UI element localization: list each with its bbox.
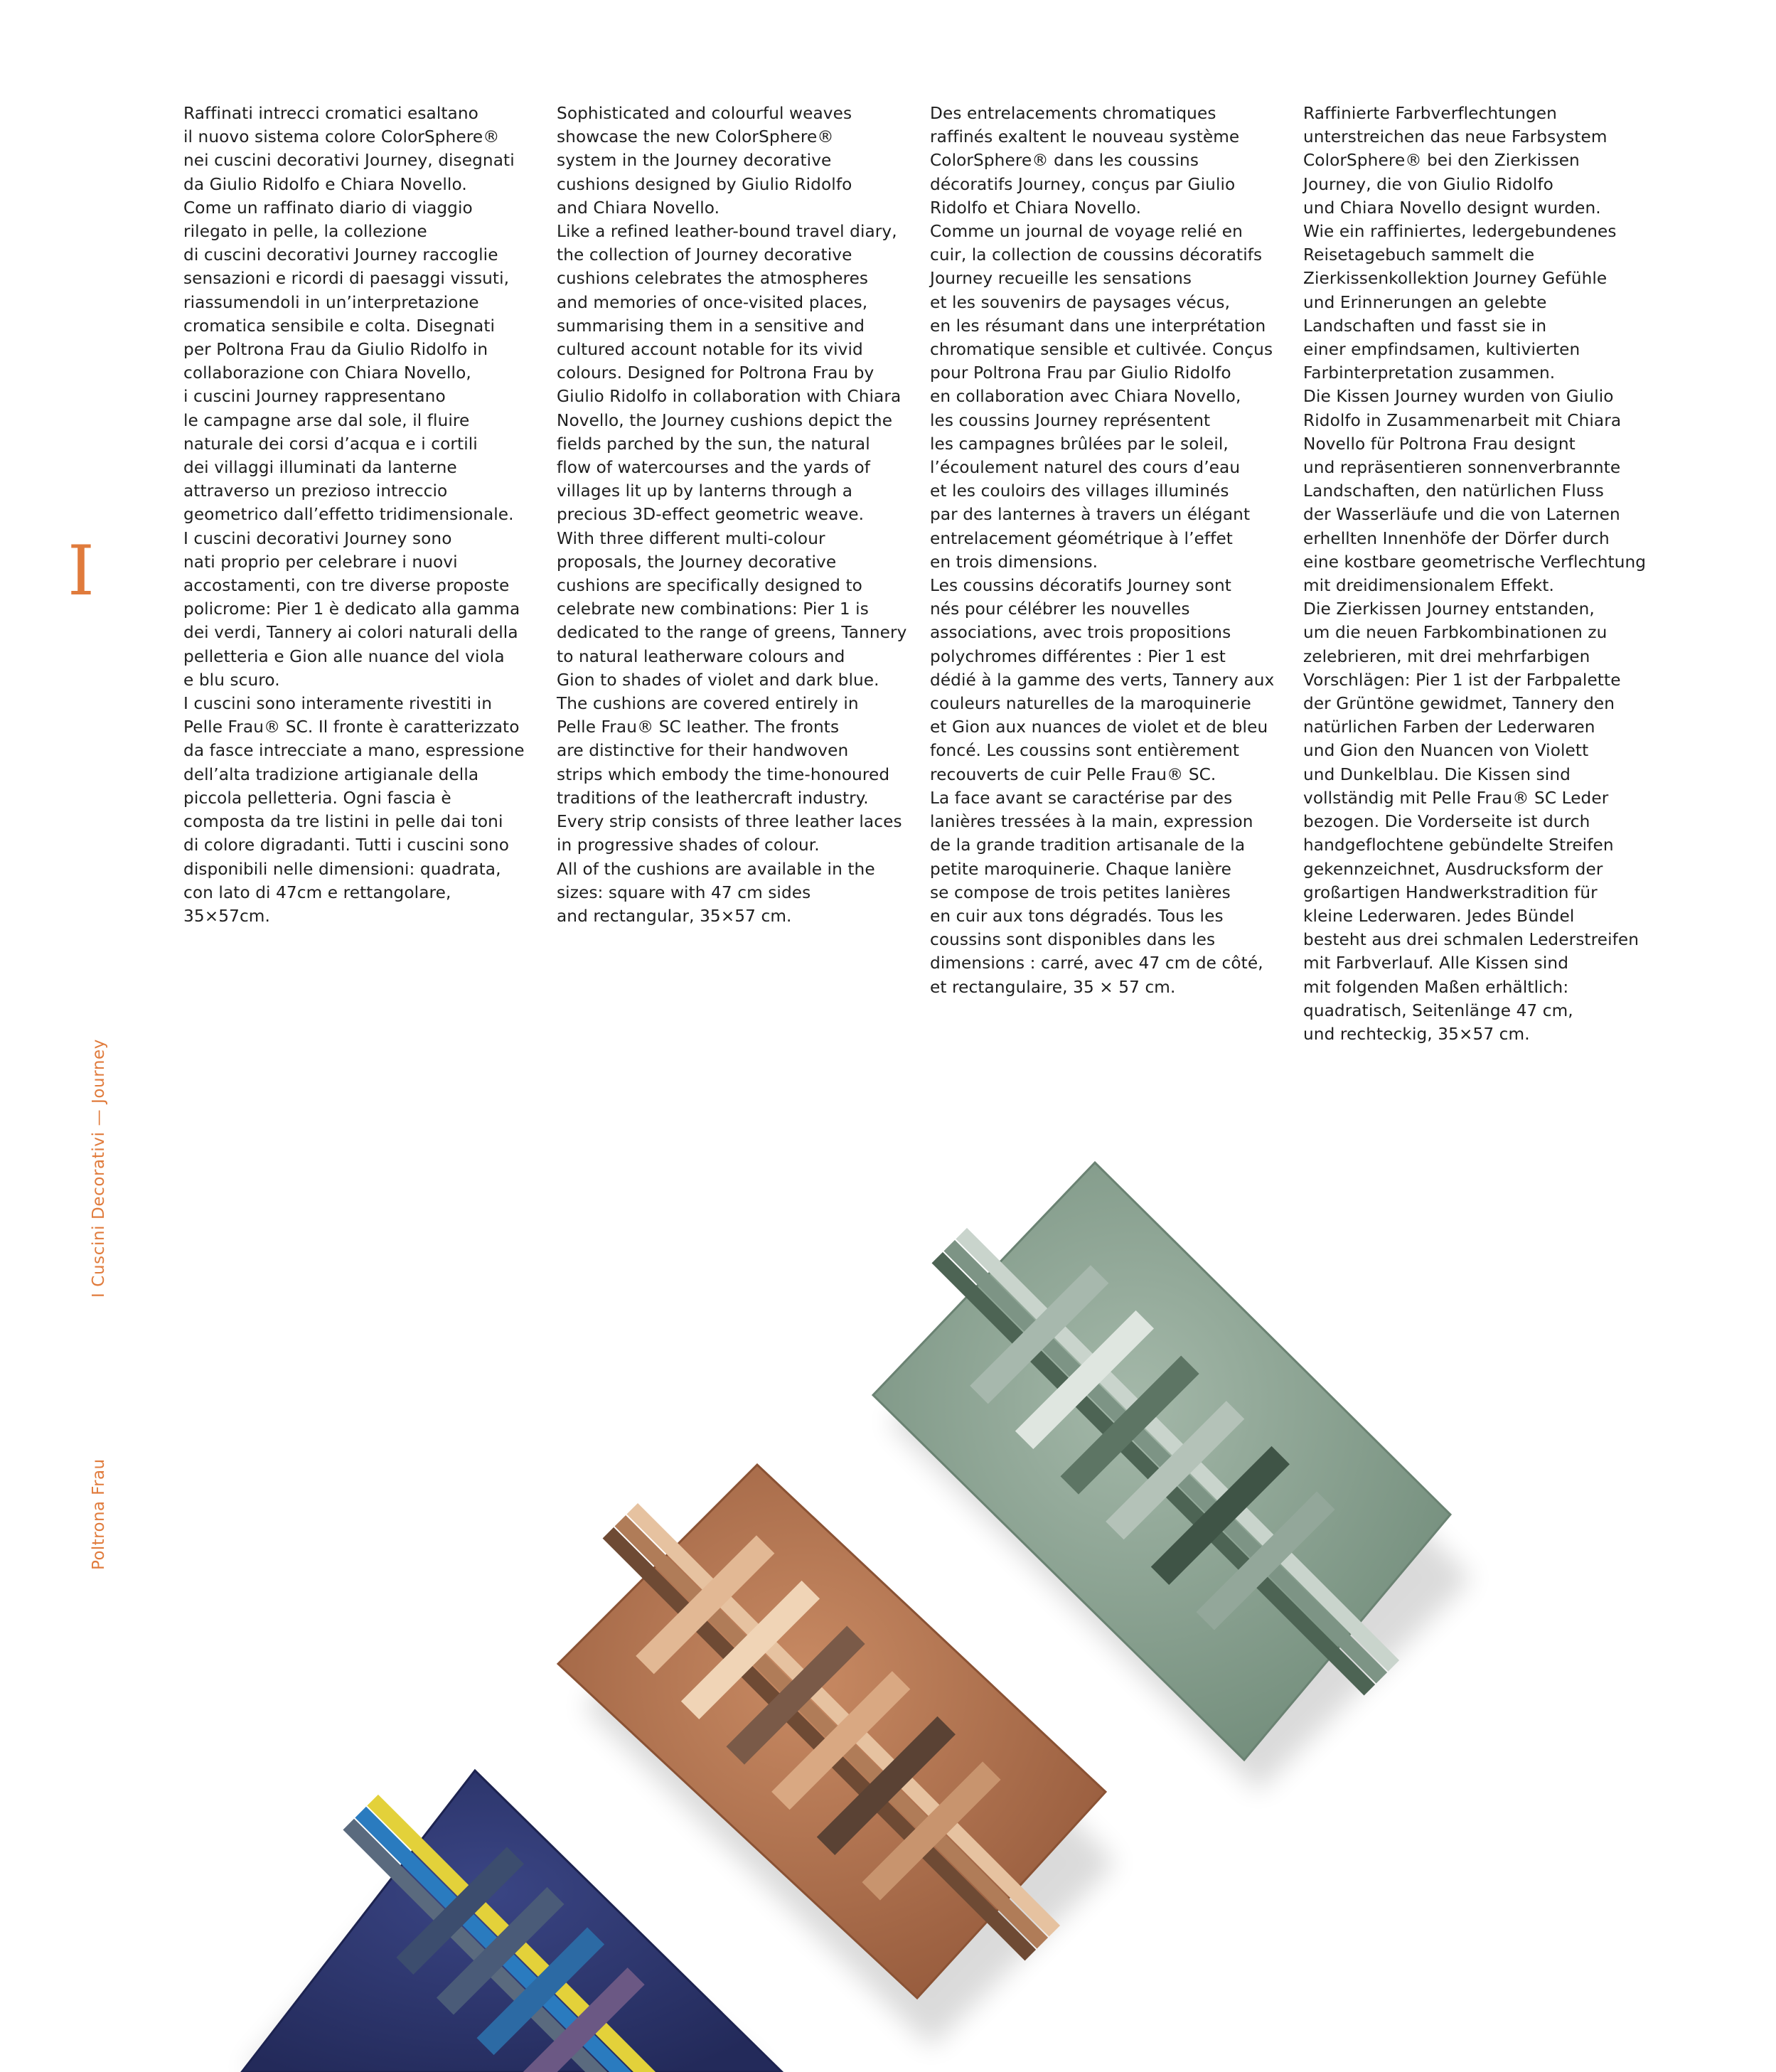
cushions-photo <box>0 1109 1776 2072</box>
english-text: Sophisticated and colourful weaves showcase the new ColorSphere® system in the Journey decorative cushions designed by Giulio Ridolfo and Chiara Novello. Like a refined leather-bound travel diary, the collection of Journey decorative cushions celebrates the atmospheres and memories of once-visited places, summarising them in a sensitive and cultured account notable for its vivid colours. Designed for Poltrona Frau by Giulio Ridolfo in collaboration with Chiara Novello, the Journey cushions depict the fields parched by the sun, the natural flow of watercourses and the yards of villages lit up by lanterns through a precious 3D-effect geometric weave. With three different multi-colour proposals, the Journey decorative cushions are specifically designed to celebrate new combinations: Pier 1 is dedicated to the range of greens, Tannery to natural leatherware colours and Gion to shades of violet and dark blue. The cushions are covered entirely in Pelle Frau® SC leather. The fronts are distinctive for their handwoven strips which embody the time-honoured traditions of the leathercraft industry. Every strip consists of three leather laces in progressive shades of colour. All of the cushions are available in the sizes: square with 47 cm sides and rectangular, 35×57 cm. <box>557 104 907 926</box>
german-text: Raffinierte Farbverflechtungen unterstreichen das neue Farbsystem ColorSphere® bei den Zierkissen Journey, die von Giulio Ridolfo und Chiara Novello designt wurden. Wie ein raffiniertes, ledergebundenes Reisetagebuch sammelt die Zierkissenkollektion Journey Gefühle und Erinnerungen an gelebte Landschaften und fasst sie in einer empfindsamen, kultivierten Farbinterpretation zusammen. Die Kissen Journey wurden von Giulio Ridolfo in Zusammenarbeit mit Chiara Novello für Poltrona Frau designt und repräsentieren sonnenverbrannte Landschaften, den natürlichen Fluss der Wasserläufe und die von Laternen erhellten Innenhöfe der Dörfer durch eine kostbare geometrische Verflechtung mit dreidimensionalem Effekt. Die Zierkissen Journey entstanden, um die neuen Farbkombinationen zu zelebrieren, mit drei mehrfarbigen Vorschlägen: Pier 1 ist der Farbpalette der Grüntöne gewidmet, Tannery den natürlichen Farben der Lederwaren und Gion den Nuancen von Violett und Dunkelblau. Die Kissen sind vollständig mit Pelle Frau® SC Leder bezogen. Die Vorderseite ist durch handgeflochtene gebündelte Streifen gekennzeichnet, Ausdrucksform der großartigen Handwerkstradition für kleine Lederwaren. Jedes Bündel besteht aus drei schmalen Lederstreifen mit Farbverlauf. Alle Kissen sind mit folgenden Maßen erhältlich: quadratisch, Seitenlänge 47 cm, und rechteckig, 35×57 cm. <box>1303 104 1647 1044</box>
chapter-mark: I <box>68 531 95 611</box>
text-column-french <box>930 102 1285 999</box>
italian-text: Raffinati intrecci cromatici esaltano il nuovo sistema colore ColorSphere® nei cuscini decorativi Journey, disegnati da Giulio Ridolfo e Chiara Novello. Come un raffinato diario di viaggio rilegato in pelle, la collezione di cuscini decorativi Journey raccoglie sensazioni e ricordi di paesaggi vissuti, riassumendoli in un’interpretazione cromatica sensibile e colta. Disegnati per Poltrona Frau da Giulio Ridolfo in collaborazione con Chiara Novello, i cuscini Journey rappresentano le campagne arse dal sole, il fluire naturale dei corsi d’acqua e i cortili dei villaggi illuminati da lanterne attraverso un prezioso intreccio geometrico dall’effetto tridimensionale. I cuscini decorativi Journey sono nati proprio per celebrare i nuovi accostamenti, con tre diverse proposte policrome: Pier 1 è dedicato alla gamma dei verdi, Tannery ai colori naturali della pelletteria e Gion alle nuance del viola e blu scuro. I cuscini sono interamente rivestiti in Pelle Frau® SC. Il fronte è caratterizzato da fasce intrecciate a mano, espressione dell’alta tradizione artigianale della piccola pelletteria. Ogni fascia è composta da tre listini in pelle dai toni di colore digradanti. Tutti i cuscini sono disponibili nelle dimensioni: quadrata, con lato di 47cm e rettangolare, 35×57cm. <box>183 104 525 926</box>
brand-label: Poltrona Frau <box>90 1458 108 1570</box>
french-text: Des entrelacements chromatiques raffinés exaltent le nouveau système ColorSphere® dans les coussins décoratifs Journey, conçus par Giulio Ridolfo et Chiara Novello. Comme un journal de voyage relié en cuir, la collection de coussins décoratifs Journey recueille les sensations et les souvenirs de paysages vécus, en les résumant dans une interprétation chromatique sensible et cultivée. Conçus pour Poltrona Frau par Giulio Ridolfo en collaboration avec Chiara Novello, les coussins Journey représentent les campagnes brûlées par le soleil, l’écoulement naturel des cours d’eau et les couloirs des villages illuminés par des lanternes à travers un élégant entrelacement géométrique à l’effet en trois dimensions. Les coussins décoratifs Journey sont nés pour célébrer les nouvelles associations, avec trois propositions polychromes différentes : Pier 1 est dédié à la gamme des verts, Tannery aux couleurs naturelles de la maroquinerie et Gion aux nuances de violet et de bleu foncé. Les coussins sont entièrement recouverts de cuir Pelle Frau® SC. La face avant se caractérise par des lanières tressées à la main, expression de la grande tradition artisanale de la petite maroquinerie. Chaque lanière se compose de trois petites lanières en cuir aux tons dégradés. Tous les coussins sont disponibles dans les dimensions : carré, avec 47 cm de côté, et rectangulaire, 35 × 57 cm. <box>930 104 1275 997</box>
section-label: I Cuscini Decorativi — Journey <box>90 1038 108 1298</box>
text-column-italian <box>183 102 539 928</box>
text-column-german <box>1303 102 1659 1046</box>
text-column-english <box>557 102 912 928</box>
